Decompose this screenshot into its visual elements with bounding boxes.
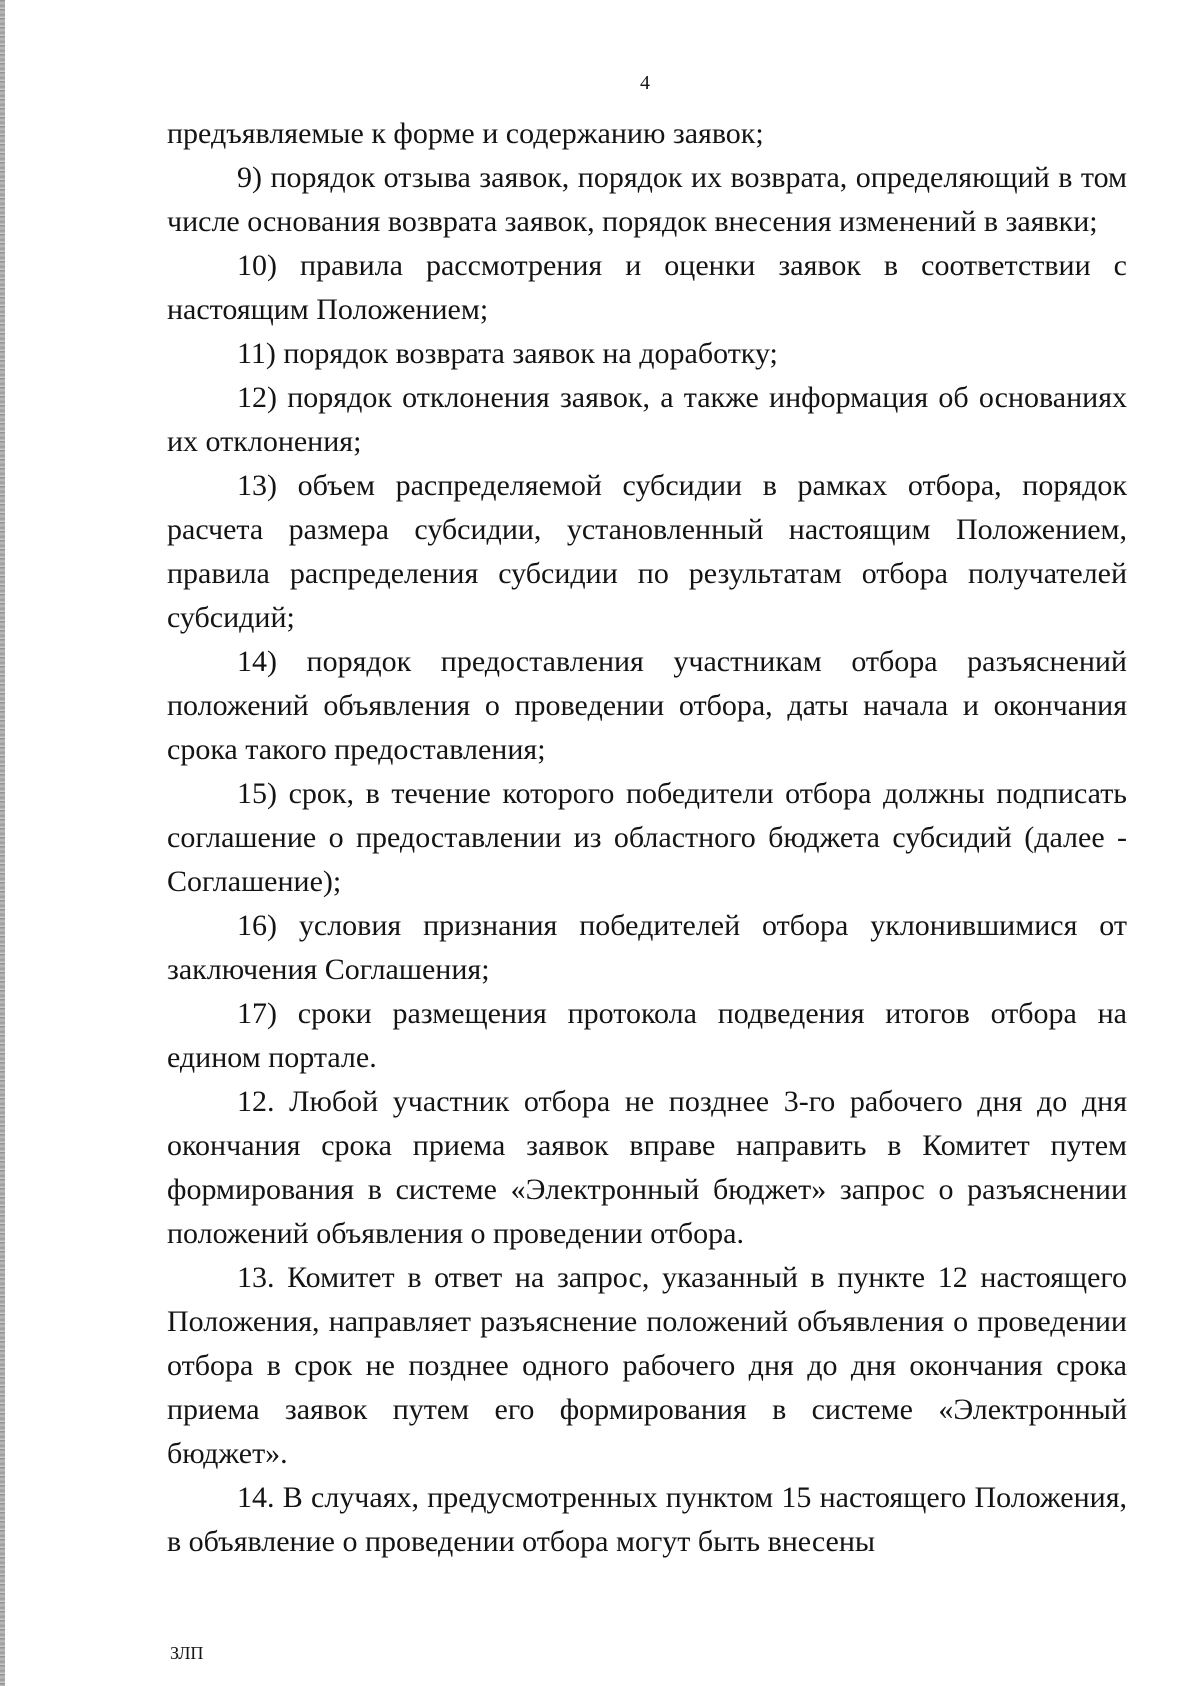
list-item-13: 13) объем распределяемой субсидии в рамках отбора, порядок расчета размера субсидии, установленный настоящим Положением, правила распределения субсидии по результатам отбора получателей субсидий; (167, 469, 1127, 634)
page-number: 4 (640, 72, 650, 94)
list-item-10: 10) правила рассмотрения и оценки заявок в соответствии с настоящим Положением; (167, 249, 1127, 326)
list-item-16: 16) условия признания победителей отбора уклонившимися от заключения Соглашения; (167, 909, 1127, 986)
paragraph-continuation: предъявляемые к форме и содержанию заявок; (167, 117, 764, 150)
clause-12: 12. Любой участник отбора не позднее 3-го рабочего дня до дня окончания срока приема заявок вправе направить в Комитет путем формирования в системе «Электронный бюджет» запрос о разъяснении положений объявления о проведении отбора. (167, 1085, 1127, 1250)
clause-14: 14. В случаях, предусмотренных пунктом 15 настоящего Положения, в объявление о проведении отбора могут быть внесены (167, 1481, 1127, 1558)
clause-13: 13. Комитет в ответ на запрос, указанный в пункте 12 настоящего Положения, направляет разъяснение положений объявления о проведении отбора в срок не позднее одного рабочего дня до дня окончания срока приема заявок путем его формирования в системе «Электронный бюджет». (167, 1261, 1127, 1470)
list-item-9: 9) порядок отзыва заявок, порядок их возврата, определяющий в том числе основания возврата заявок, порядок внесения изменений в заявки; (167, 161, 1127, 238)
list-item-14: 14) порядок предоставления участникам отбора разъяснений положений объявления о проведении отбора, даты начала и окончания срока такого предоставления; (167, 645, 1127, 766)
list-item-11: 11) порядок возврата заявок на доработку; (237, 337, 778, 370)
document-body (167, 112, 1127, 1564)
list-item-15: 15) срок, в течение которого победители отбора должны подписать соглашение о предоставлении из областного бюджета субсидий (далее - Соглашение); (167, 777, 1127, 898)
footer-code: ЗЛП (170, 1643, 204, 1663)
scan-edge-artifact (0, 0, 5, 1686)
list-item-12: 12) порядок отклонения заявок, а также информация об основаниях их отклонения; (167, 381, 1127, 458)
list-item-17: 17) сроки размещения протокола подведения итогов отбора на едином портале. (167, 997, 1127, 1074)
